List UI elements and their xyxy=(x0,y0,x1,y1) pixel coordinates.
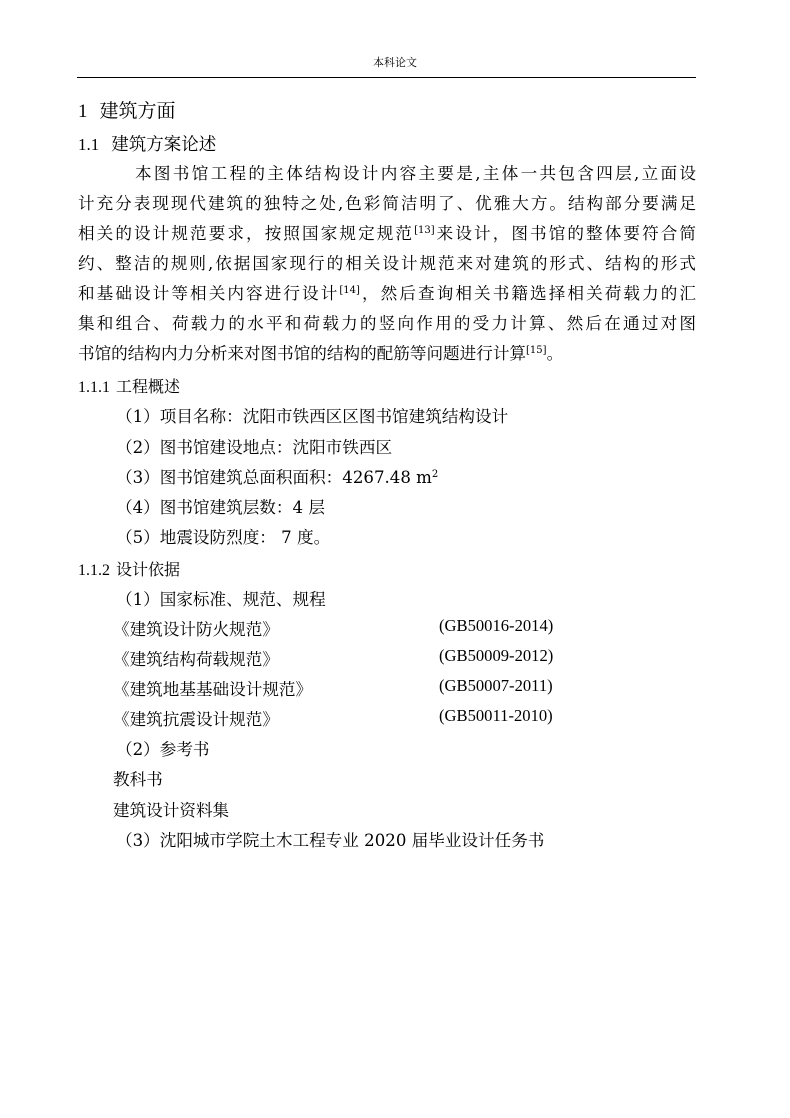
line-text: ，然后查询相关书籍选择相关荷载力的汇 xyxy=(359,284,697,303)
paragraph-line xyxy=(78,219,696,249)
section-number: 1.1 xyxy=(78,135,100,154)
list-item xyxy=(116,464,438,488)
list-item: （2）参考书 xyxy=(116,740,210,759)
list-item: （3）沈阳城市学院土木工程专业 2020 届毕业设计任务书 xyxy=(116,831,545,850)
standard-name: 《建筑结构荷载规范》 xyxy=(113,650,279,669)
citation-ref: [14] xyxy=(339,285,360,296)
citation-ref: [15] xyxy=(526,345,547,356)
line-text: 。 xyxy=(546,344,564,363)
paragraph-line: 本图书馆工程的主体结构设计内容主要是,主体一共包含四层,立面设 xyxy=(135,164,696,183)
paragraph-line: 集和组合、荷载力的水平和荷载力的竖向作用的受力计算、然后在通过对图 xyxy=(78,314,696,333)
list-item: （5）地震设防烈度： 7 度。 xyxy=(116,528,331,547)
reference-book: 教科书 xyxy=(113,770,163,789)
section-title: 建筑方案论述 xyxy=(111,135,217,155)
line-text: 书馆的结构内力分析来对图书馆的结构的配筋等问题进行计算 xyxy=(78,344,527,363)
standard-code: (GB50016-2014) xyxy=(439,616,554,635)
section-number: 1 xyxy=(78,101,88,122)
paragraph-line: 计充分表现现代建筑的独特之处,色彩简洁明了、优雅大方。结构部分要满足 xyxy=(78,194,696,213)
standard-code: (GB50011-2010) xyxy=(439,706,553,725)
header-rule xyxy=(77,77,696,78)
standard-name: 《建筑地基基础设计规范》 xyxy=(113,680,313,699)
standard-code: (GB50009-2012) xyxy=(439,646,554,665)
reference-book: 建筑设计资料集 xyxy=(113,801,230,820)
body-paragraph xyxy=(78,159,696,369)
paragraph-line: 约、整洁的规则,依据国家现行的相关设计规范来对建筑的形式、结构的形式 xyxy=(78,254,696,273)
list-item: （2）图书馆建设地点：沈阳市铁西区 xyxy=(116,438,393,457)
paragraph-line xyxy=(78,279,696,309)
list-item: （4）图书馆建筑层数：4 层 xyxy=(116,498,325,517)
unit-superscript: 2 xyxy=(431,469,439,480)
section-heading-1 xyxy=(78,96,176,123)
section-heading-1-1-1 xyxy=(78,374,180,397)
citation-ref: [13] xyxy=(414,225,435,236)
list-item: （1）国家标准、规范、规程 xyxy=(116,590,326,609)
standard-name: 《建筑抗震设计规范》 xyxy=(113,710,279,729)
section-number: 1.1.2 xyxy=(78,562,110,579)
line-text: 相关的设计规范要求，按照国家规定规范 xyxy=(78,224,415,243)
standard-code: (GB50007-2011) xyxy=(439,676,553,695)
section-title: 工程概述 xyxy=(116,377,181,396)
standard-name: 《建筑设计防火规范》 xyxy=(113,620,279,639)
section-title: 设计依据 xyxy=(116,560,181,579)
paragraph-line xyxy=(78,339,696,369)
section-heading-1-1 xyxy=(78,131,216,156)
line-text: 来设计，图书馆的整体要符合简 xyxy=(434,224,697,243)
item-text: （3）图书馆建筑总面积面积：4267.48 m xyxy=(116,468,432,487)
line-text: 和基础设计等相关内容进行设计 xyxy=(78,284,340,303)
section-number: 1.1.1 xyxy=(78,379,110,396)
section-title: 建筑方面 xyxy=(99,100,176,122)
page-header: 本科论文 xyxy=(373,56,417,69)
section-heading-1-1-2 xyxy=(78,557,180,580)
list-item: （1）项目名称：沈阳市铁西区区图书馆建筑结构设计 xyxy=(116,407,509,426)
